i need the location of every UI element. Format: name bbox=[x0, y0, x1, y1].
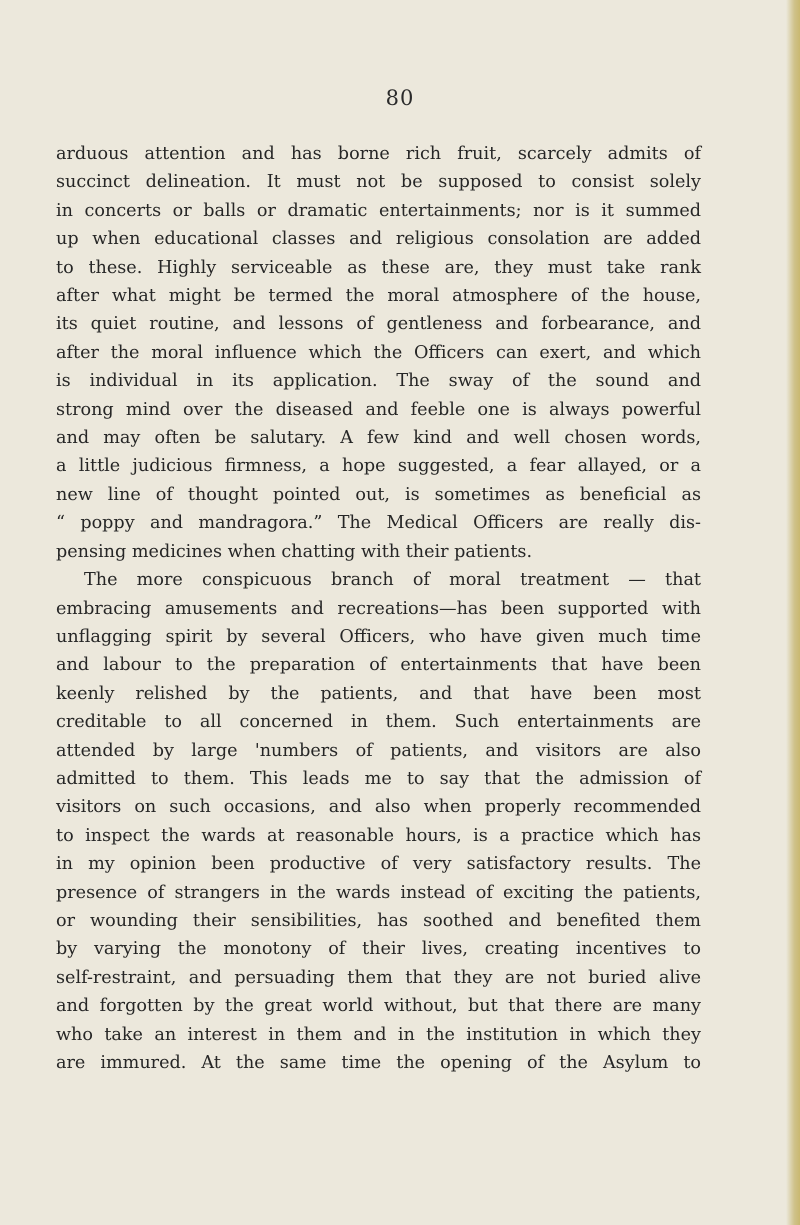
text-line: are immured. At the same time the opening of the Asylum to bbox=[56, 1053, 701, 1073]
text-line: unflagging spirit by several Officers, who have given much time bbox=[56, 626, 701, 647]
page-edge-shading bbox=[786, 0, 800, 1225]
text-line: to these. Highly serviceable as these are, they must take rank bbox=[56, 257, 701, 278]
text-line: embracing amusements and recreations—has been supported with bbox=[56, 598, 701, 619]
text-line: and labour to the preparation of entertainments that have been bbox=[56, 655, 701, 676]
text-line: self-restraint, and persuading them that they are not buried alive bbox=[56, 967, 701, 988]
text-line: admitted to them. This leads me to say that the admission of bbox=[56, 768, 701, 789]
text-line: “ poppy and mandragora.” The Medical Officers are really dis- bbox=[56, 513, 701, 534]
text-line: or wounding their sensibilities, has soothed and benefited them bbox=[56, 910, 701, 931]
text-line: to inspect the wards at reasonable hours, is a practice which has bbox=[56, 825, 701, 846]
text-line: its quiet routine, and lessons of gentleness and forbearance, and bbox=[56, 314, 701, 335]
text-line: by varying the monotony of their lives, creating incentives to bbox=[56, 939, 701, 960]
text-line: strong mind over the diseased and feeble one is always powerful bbox=[56, 399, 701, 420]
text-line: arduous attention and has borne rich fruit, scarcely admits of bbox=[56, 144, 701, 164]
text-line: presence of strangers in the wards instead of exciting the patients, bbox=[56, 882, 701, 903]
text-line: succinct delineation. It must not be supposed to consist solely bbox=[56, 172, 701, 193]
text-line: The more conspicuous branch of moral treatment — that bbox=[84, 570, 701, 591]
text-line: who take an interest in them and in the institution in which they bbox=[56, 1024, 701, 1045]
text-line: and may often be salutary. A few kind and well chosen words, bbox=[56, 428, 701, 449]
text-line: attended by large 'numbers of patients, and visitors are also bbox=[56, 740, 701, 761]
text-line: after the moral influence which the Officers can exert, and which bbox=[56, 342, 701, 363]
text-line: pensing medicines when chatting with their patients. bbox=[56, 541, 533, 562]
text-line: and forgotten by the great world without, but that there are many bbox=[56, 996, 701, 1017]
text-line: is individual in its application. The sway of the sound and bbox=[56, 371, 701, 392]
text-line: up when educational classes and religious consolation are added bbox=[56, 229, 701, 250]
text-line: visitors on such occasions, and also when properly recommended bbox=[56, 797, 701, 818]
body-text bbox=[56, 140, 701, 1077]
text-line: creditable to all concerned in them. Such entertainments are bbox=[56, 712, 701, 733]
text-line: in concerts or balls or dramatic entertainments; nor is it summed bbox=[56, 200, 701, 221]
text-line: a little judicious firmness, a hope suggested, a fear allayed, or a bbox=[56, 456, 701, 477]
text-line: new line of thought pointed out, is sometimes as beneficial as bbox=[56, 484, 701, 505]
page-number: 80 bbox=[385, 86, 415, 110]
text-line: in my opinion been productive of very satisfactory results. The bbox=[56, 854, 701, 875]
text-line: after what might be termed the moral atmosphere of the house, bbox=[56, 286, 701, 307]
text-line: keenly relished by the patients, and that have been most bbox=[56, 683, 701, 704]
